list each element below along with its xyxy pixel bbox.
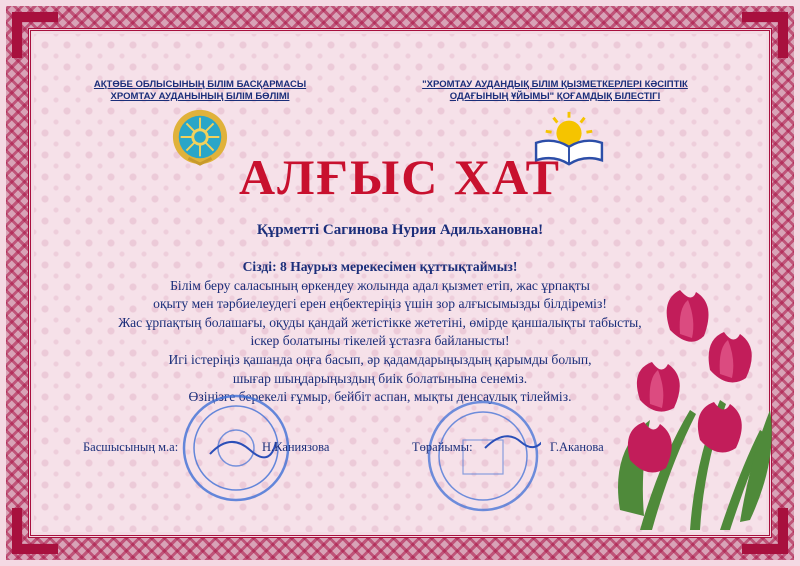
body-greeting: Сізді: 8 Наурыз мерекесімен құттықтаймыз! xyxy=(242,259,518,274)
tulip-bouquet-icon xyxy=(600,290,780,530)
body-line: оқыту мен тәрбиелеудегі ерен еңбектеріңіз үшін зор алғысымызды білдіреміз! xyxy=(153,296,607,312)
left-organization xyxy=(70,79,330,103)
left-signatory-name: Н.Каниязова xyxy=(262,440,330,454)
body-line: Игі істеріңіз қашанда оңға басып, әр қадамдарыңыздың қарымды болып, xyxy=(168,351,592,367)
body-line: Білім беру саласының өркендеу жолында адал қызмет етіп, жас ұрпақты xyxy=(170,277,590,293)
recipient-salutation: Құрметті Сагинова Нурия Адильхановна! xyxy=(256,222,544,238)
right-organization xyxy=(410,79,700,103)
right-signatory-name: Г.Аканова xyxy=(550,440,604,454)
body-line: Өзіңізге берекелі ғұмыр, бейбіт аспан, мықты денсаулық тілейміз. xyxy=(188,389,572,405)
certificate-body xyxy=(110,258,650,407)
right-signatory-title: Төрайымы: xyxy=(412,440,473,454)
left-signatory-title: Басшысының м.а: xyxy=(83,440,179,454)
right-org-line2: ОДАҒЫНЫҢ ҰЙЫМЫ" ҚОҒАМДЫҚ БІЛЕСТІГІ xyxy=(449,91,661,102)
certificate-title: АЛҒЫС ХАТ xyxy=(238,149,562,205)
right-seal-stamp-icon xyxy=(425,398,541,514)
right-org-line1: "ХРОМТАУ АУДАНДЫҚ БІЛІМ ҚЫЗМЕТКЕРЛЕРІ КӘСІПТІК xyxy=(422,79,688,90)
body-line: Жас ұрпақтың болашағы, оқуды қандай жетістікке жететіні, өмірде қаншалықты табысты, xyxy=(118,314,642,330)
left-org-line2: ХРОМТАУ АУДАНЫНЫҢ БІЛІМ БӨЛІМІ xyxy=(110,91,290,102)
left-org-line1: АҚТӨБЕ ОБЛЫСЫНЫҢ БІЛІМ БАСҚАРМАСЫ xyxy=(93,79,307,90)
body-line: шығар шыңдарыңыздың биік болатынына сенеміз. xyxy=(232,370,528,386)
body-line: іскер болатыны тікелей ұстазға байланысты! xyxy=(250,333,510,349)
